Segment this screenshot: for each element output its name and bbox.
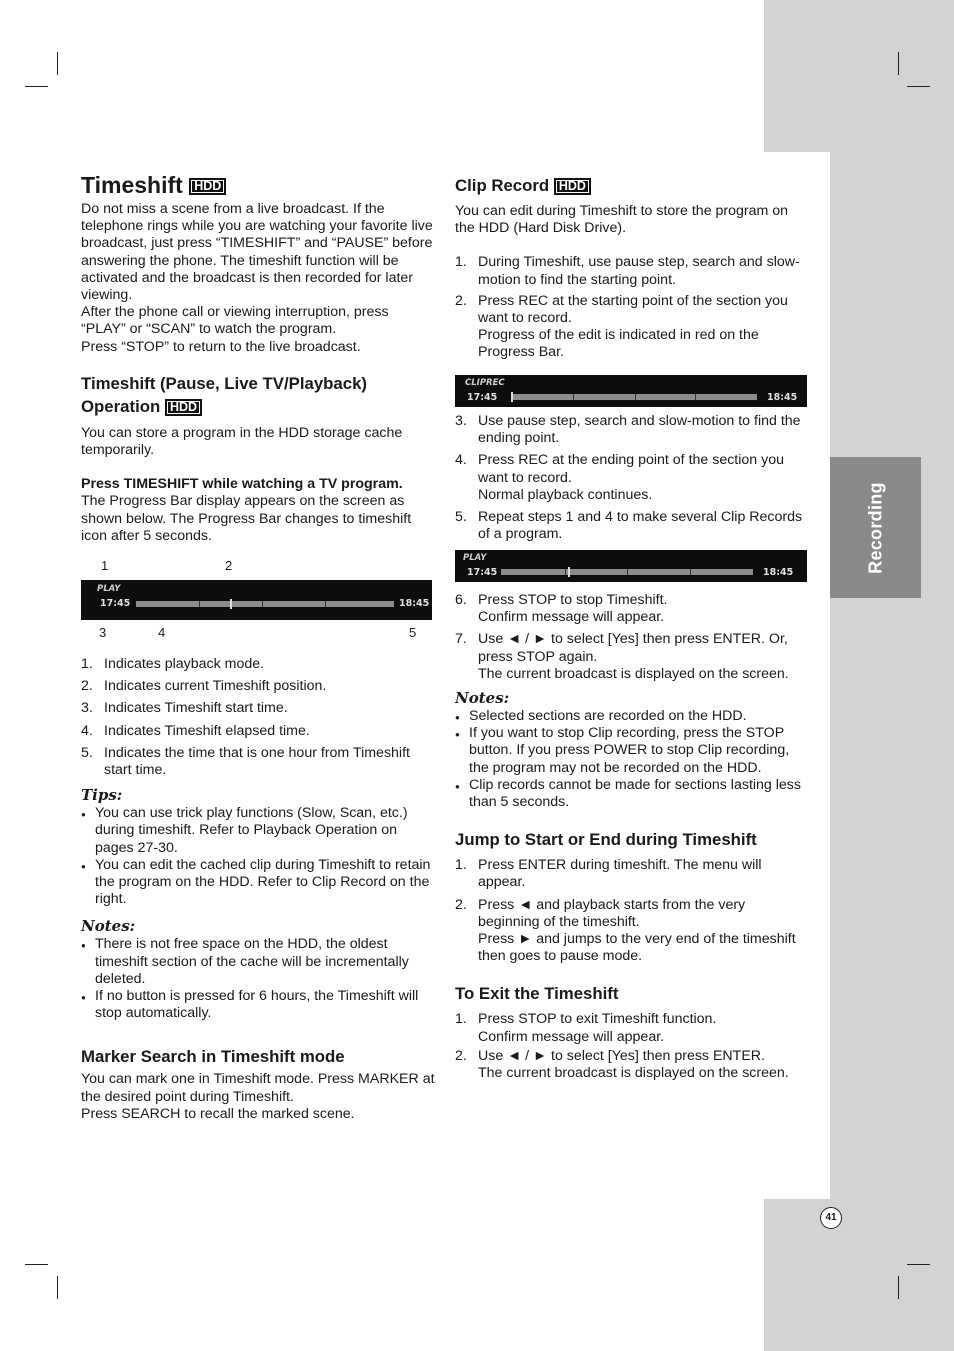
pause-text: You can store a program in the HDD storage cache temporarily. <box>81 424 403 459</box>
osd-tick <box>199 601 200 607</box>
tips-heading: Tips: <box>81 786 123 805</box>
right-column-mid <box>455 413 805 543</box>
pause-heading <box>81 372 436 418</box>
right-column-lower <box>455 592 807 1082</box>
left-column-lower <box>81 656 436 1123</box>
crop-mark <box>898 1276 899 1299</box>
osd-tick <box>573 394 574 400</box>
progress-bar-screen <box>81 580 432 620</box>
list-item: 1. Press ENTER during timeshift. The menu will appear. <box>455 857 762 891</box>
list-item: 1. Press STOP to exit Timeshift function. Confirm message will appear. <box>455 1011 717 1045</box>
callout-3: 3 <box>99 625 107 640</box>
clip-record-screen <box>455 375 807 407</box>
callout-2: 2 <box>225 558 233 573</box>
left-column <box>81 172 436 545</box>
clip-heading <box>455 174 805 197</box>
osd-end-time: 18:45 <box>767 392 798 403</box>
exit-steps <box>455 1011 807 1082</box>
crop-mark <box>907 1264 930 1265</box>
tips-list <box>81 805 436 908</box>
list-item: 1. During Timeshift, use pause step, search and slow-motion to find the starting point. <box>455 254 800 288</box>
callout-1: 1 <box>101 558 109 573</box>
list-item: ● You can edit the cached clip during Timeshift to retain the program on the HDD. Refer to Clip Record on the right. <box>81 857 436 909</box>
osd-tick <box>627 569 628 575</box>
exit-heading: To Exit the Timeshift <box>455 984 619 1004</box>
crop-mark <box>898 52 899 75</box>
marker-text: You can mark one in Timeshift mode. Press MARKER at the desired point during Timeshift. <box>81 1071 435 1105</box>
crop-mark <box>57 52 58 75</box>
list-item: ● Clip records cannot be made for sections lasting less than 5 seconds. <box>455 777 807 811</box>
jump-steps <box>455 857 807 965</box>
osd-tick <box>635 394 636 400</box>
clip-steps <box>455 254 805 361</box>
pause-heading-text: Timeshift (Pause, Live TV/Playback) Operation <box>81 373 368 416</box>
osd-tick <box>690 569 691 575</box>
osd-tick <box>325 601 326 607</box>
osd-progress-track <box>511 394 757 400</box>
marker-heading: Marker Search in Timeshift mode <box>81 1047 345 1067</box>
notes-heading: Notes: <box>81 917 136 936</box>
callout-5: 5 <box>409 625 417 640</box>
list-item: 6. Press STOP to stop Timeshift. Confirm message will appear. <box>455 592 668 626</box>
crop-mark <box>57 1276 58 1299</box>
list-item: 2. Press REC at the starting point of the section you want to record. Progress of the edit is indicated in red on the Progress Bar. <box>455 292 788 361</box>
list-item: 2. Indicates current Timeshift position. <box>81 678 327 695</box>
list-item: 1. Indicates playback mode. <box>81 656 265 672</box>
press-text: The Progress Bar display appears on the screen as shown below. The Progress Bar changes to timeshift icon after 5 seconds. <box>81 493 412 544</box>
osd-mode-label: CLIPREC <box>465 378 505 388</box>
right-column <box>455 174 805 362</box>
list-item: ● If you want to stop Clip recording, press the STOP button. If you press POWER to stop Clip recording, the program may not be recorded on the HDD. <box>455 725 807 777</box>
list-item: 2. Use ◄ / ► to select [Yes] then press ENTER. The current broadcast is displayed on the screen. <box>455 1047 789 1082</box>
list-item: ● Selected sections are recorded on the HDD. <box>455 708 807 725</box>
press-instruction: Press TIMESHIFT while watching a TV program. <box>81 476 403 493</box>
hdd-badge: HDD <box>554 178 591 195</box>
intro-paragraph: After the phone call or viewing interruption, press “PLAY” or “SCAN” to watch the program. <box>81 304 389 338</box>
osd-position-marker <box>511 392 513 402</box>
osd-start-time: 17:45 <box>467 567 498 578</box>
osd-mode-label: PLAY <box>97 584 121 594</box>
list-item: 4. Indicates Timeshift elapsed time. <box>81 722 310 739</box>
section-tab <box>830 457 921 598</box>
list-item: 7. Use ◄ / ► to select [Yes] then press ENTER. Or, press STOP again. The current broadcast is displayed on the screen. <box>455 631 789 682</box>
list-item: ● If no button is pressed for 6 hours, the Timeshift will stop automatically. <box>81 988 436 1022</box>
list-item: 4. Press REC at the ending point of the section you want to record. Normal playback continues. <box>455 452 785 503</box>
margin-band-top <box>764 0 954 152</box>
list-item: 3. Indicates Timeshift start time. <box>81 700 288 717</box>
notes-list <box>455 708 807 811</box>
list-item: ● There is not free space on the HDD, the oldest timeshift section of the cache will be incrementally deleted. <box>81 936 436 988</box>
osd-tick <box>262 601 263 607</box>
list-item: 2. Press ◄ and playback starts from the very beginning of the timeshift. Press ► and jumps to the very end of the timeshift then goes to pause mode. <box>455 896 796 965</box>
osd-tick <box>695 394 696 400</box>
jump-heading: Jump to Start or End during Timeshift <box>455 830 757 850</box>
page-title <box>81 172 436 198</box>
osd-start-time: 17:45 <box>467 392 498 403</box>
clip-record-screen <box>455 550 807 582</box>
osd-end-time: 18:45 <box>399 598 430 609</box>
marker-text: Press SEARCH to recall the marked scene. <box>81 1105 355 1122</box>
osd-position-marker <box>230 599 232 609</box>
crop-mark <box>25 1264 48 1265</box>
hdd-badge: HDD <box>189 178 226 195</box>
intro-paragraph: Press “STOP” to return to the live broadcast. <box>81 338 361 355</box>
section-tab-label: Recording <box>865 481 885 574</box>
hdd-badge: HDD <box>165 399 202 416</box>
crop-mark <box>25 86 48 87</box>
crop-mark <box>907 86 930 87</box>
page-title-text: Timeshift <box>81 172 183 198</box>
list-item: 3. Use pause step, search and slow-motion to find the ending point. <box>455 413 801 447</box>
osd-start-time: 17:45 <box>100 598 131 609</box>
margin-band-side <box>830 152 954 1199</box>
osd-tick <box>565 569 566 575</box>
notes-list <box>81 936 436 1022</box>
callout-4: 4 <box>158 625 166 640</box>
clip-steps <box>455 592 807 683</box>
list-item: ● You can use trick play functions (Slow, Scan, etc.) during timeshift. Refer to Playback Operation on pages 27-30. <box>81 805 436 857</box>
osd-progress-track <box>136 601 394 607</box>
notes-heading: Notes: <box>455 689 510 708</box>
clip-intro: You can edit during Timeshift to store the program on the HDD (Hard Disk Drive). <box>455 203 789 237</box>
osd-mode-label: PLAY <box>463 553 487 563</box>
margin-band-bottom <box>764 1199 954 1351</box>
osd-end-time: 18:45 <box>763 567 794 578</box>
list-item: 5. Indicates the time that is one hour from Timeshift start time. <box>81 744 410 779</box>
osd-position-marker <box>568 567 570 577</box>
intro-paragraph: Do not miss a scene from a live broadcast. If the telephone rings while you are watching your favorite live broadcast, just press “TIMESHIFT” and “PAUSE” before answering the phone. The timeshift function will be activated and the broadcast is then recorded for later viewing. <box>81 201 433 304</box>
indicator-list <box>81 656 436 779</box>
list-item: 5. Repeat steps 1 and 4 to make several Clip Records of a program. <box>455 509 803 543</box>
clip-heading-text: Clip Record <box>455 176 550 195</box>
clip-steps <box>455 413 805 543</box>
page-number: 41 <box>820 1207 842 1229</box>
